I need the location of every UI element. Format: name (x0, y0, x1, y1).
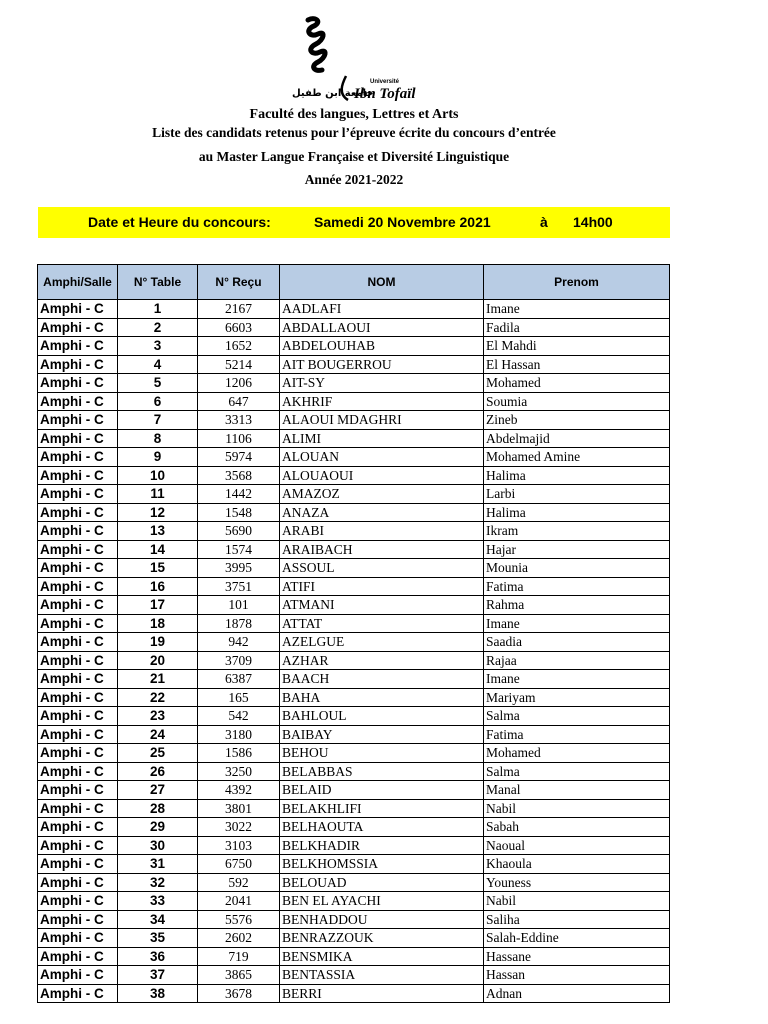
cell-table-number: 4 (118, 355, 198, 374)
cell-receipt-number: 542 (198, 707, 280, 726)
cell-table-number: 18 (118, 614, 198, 633)
cell-salle: Amphi - C (38, 966, 118, 985)
cell-table-number: 30 (118, 836, 198, 855)
cell-table-number: 37 (118, 966, 198, 985)
table-row (38, 374, 670, 393)
table-row (38, 984, 670, 1003)
year-title: Année 2021-2022 (304, 172, 404, 187)
cell-table-number: 14 (118, 540, 198, 559)
cell-receipt-number: 3678 (198, 984, 280, 1003)
cell-first-name: Abdelmajid (484, 429, 670, 448)
cell-first-name: Ikram (484, 522, 670, 541)
cell-last-name: ASSOUL (280, 559, 484, 578)
cell-last-name: BAACH (280, 670, 484, 689)
cell-table-number: 17 (118, 596, 198, 615)
col-header-prenom: Prenom (484, 265, 670, 300)
cell-first-name: Manal (484, 781, 670, 800)
cell-salle: Amphi - C (38, 910, 118, 929)
cell-table-number: 20 (118, 651, 198, 670)
cell-salle: Amphi - C (38, 596, 118, 615)
cell-first-name: Salah-Eddine (484, 929, 670, 948)
table-row (38, 300, 670, 319)
cell-last-name: ALOUAN (280, 448, 484, 467)
cell-last-name: BAHA (280, 688, 484, 707)
table-row (38, 762, 670, 781)
cell-table-number: 28 (118, 799, 198, 818)
cell-table-number: 29 (118, 818, 198, 837)
cell-table-number: 34 (118, 910, 198, 929)
cell-last-name: ALAOUI MDAGHRI (280, 411, 484, 430)
col-header-table: N° Table (118, 265, 198, 300)
cell-first-name: Mariyam (484, 688, 670, 707)
cell-salle: Amphi - C (38, 614, 118, 633)
cell-salle: Amphi - C (38, 411, 118, 430)
cell-salle: Amphi - C (38, 540, 118, 559)
cell-first-name: El Mahdi (484, 337, 670, 356)
cell-last-name: ALOUAOUI (280, 466, 484, 485)
cell-receipt-number: 3801 (198, 799, 280, 818)
cell-first-name: Mohamed Amine (484, 448, 670, 467)
table-row (38, 929, 670, 948)
cell-salle: Amphi - C (38, 466, 118, 485)
cell-first-name: Fatima (484, 577, 670, 596)
cell-table-number: 38 (118, 984, 198, 1003)
cell-table-number: 36 (118, 947, 198, 966)
cell-table-number: 16 (118, 577, 198, 596)
cell-last-name: BENHADDOU (280, 910, 484, 929)
cell-receipt-number: 5576 (198, 910, 280, 929)
cell-salle: Amphi - C (38, 392, 118, 411)
cell-first-name: Mohamed (484, 744, 670, 763)
cell-table-number: 5 (118, 374, 198, 393)
cell-last-name: AIT BOUGERROU (280, 355, 484, 374)
cell-last-name: AMAZOZ (280, 485, 484, 504)
cell-salle: Amphi - C (38, 522, 118, 541)
cell-receipt-number: 1586 (198, 744, 280, 763)
list-title: Liste des candidats retenus pour l’épreuve écrite du concours d’entrée (152, 125, 556, 140)
cell-receipt-number: 1548 (198, 503, 280, 522)
cell-last-name: BELKHADIR (280, 836, 484, 855)
col-header-recu: N° Reçu (198, 265, 280, 300)
cell-receipt-number: 6750 (198, 855, 280, 874)
cell-salle: Amphi - C (38, 318, 118, 337)
table-row (38, 910, 670, 929)
cell-last-name: ATTAT (280, 614, 484, 633)
cell-receipt-number: 1878 (198, 614, 280, 633)
cell-salle: Amphi - C (38, 873, 118, 892)
table-row (38, 744, 670, 763)
table-row (38, 614, 670, 633)
cell-last-name: BELAKHLIFI (280, 799, 484, 818)
cell-last-name: ARABI (280, 522, 484, 541)
cell-table-number: 31 (118, 855, 198, 874)
cell-table-number: 22 (118, 688, 198, 707)
cell-receipt-number: 4392 (198, 781, 280, 800)
cell-salle: Amphi - C (38, 892, 118, 911)
cell-receipt-number: 1206 (198, 374, 280, 393)
cell-table-number: 35 (118, 929, 198, 948)
cell-receipt-number: 3751 (198, 577, 280, 596)
table-row (38, 392, 670, 411)
cell-salle: Amphi - C (38, 429, 118, 448)
cell-first-name: Nabil (484, 799, 670, 818)
logo-university-label: Université (370, 79, 400, 85)
banner-separator: à (540, 214, 548, 230)
cell-last-name: BELOUAD (280, 873, 484, 892)
cell-table-number: 1 (118, 300, 198, 319)
cell-first-name: Soumia (484, 392, 670, 411)
cell-salle: Amphi - C (38, 503, 118, 522)
table-row (38, 947, 670, 966)
cell-receipt-number: 647 (198, 392, 280, 411)
cell-salle: Amphi - C (38, 762, 118, 781)
cell-last-name: BELHAOUTA (280, 818, 484, 837)
cell-table-number: 25 (118, 744, 198, 763)
table-row (38, 355, 670, 374)
cell-first-name: Saliha (484, 910, 670, 929)
cell-salle: Amphi - C (38, 485, 118, 504)
cell-last-name: ATMANI (280, 596, 484, 615)
cell-table-number: 9 (118, 448, 198, 467)
cell-last-name: ATIFI (280, 577, 484, 596)
cell-receipt-number: 1106 (198, 429, 280, 448)
cell-last-name: BELAID (280, 781, 484, 800)
table-row (38, 540, 670, 559)
cell-salle: Amphi - C (38, 670, 118, 689)
cell-table-number: 12 (118, 503, 198, 522)
cell-receipt-number: 3180 (198, 725, 280, 744)
cell-table-number: 32 (118, 873, 198, 892)
cell-receipt-number: 101 (198, 596, 280, 615)
cell-first-name: Imane (484, 300, 670, 319)
cell-last-name: ARAIBACH (280, 540, 484, 559)
cell-first-name: Naoual (484, 836, 670, 855)
cell-receipt-number: 3250 (198, 762, 280, 781)
table-row (38, 836, 670, 855)
cell-last-name: ABDELOUHAB (280, 337, 484, 356)
table-row (38, 707, 670, 726)
cell-salle: Amphi - C (38, 818, 118, 837)
table-row (38, 892, 670, 911)
cell-receipt-number: 6603 (198, 318, 280, 337)
cell-salle: Amphi - C (38, 355, 118, 374)
cell-receipt-number: 3103 (198, 836, 280, 855)
cell-table-number: 24 (118, 725, 198, 744)
cell-receipt-number: 6387 (198, 670, 280, 689)
cell-table-number: 8 (118, 429, 198, 448)
cell-salle: Amphi - C (38, 781, 118, 800)
university-logo (288, 14, 428, 110)
banner-time: 14h00 (573, 214, 613, 230)
cell-first-name: Rahma (484, 596, 670, 615)
table-body (38, 300, 670, 1003)
cell-receipt-number: 719 (198, 947, 280, 966)
cell-first-name: Halima (484, 503, 670, 522)
cell-last-name: AADLAFI (280, 300, 484, 319)
cell-receipt-number: 165 (198, 688, 280, 707)
cell-salle: Amphi - C (38, 744, 118, 763)
cell-receipt-number: 3022 (198, 818, 280, 837)
table-row (38, 633, 670, 652)
logo-university-name: Ibn Tofaïl (354, 86, 416, 102)
cell-salle: Amphi - C (38, 300, 118, 319)
cell-salle: Amphi - C (38, 799, 118, 818)
table-row (38, 577, 670, 596)
cell-table-number: 23 (118, 707, 198, 726)
cell-last-name: ANAZA (280, 503, 484, 522)
cell-receipt-number: 3568 (198, 466, 280, 485)
table-row (38, 855, 670, 874)
cell-first-name: Salma (484, 707, 670, 726)
cell-receipt-number: 3865 (198, 966, 280, 985)
table-row (38, 503, 670, 522)
cell-table-number: 3 (118, 337, 198, 356)
cell-last-name: BEN EL AYACHI (280, 892, 484, 911)
cell-receipt-number: 3313 (198, 411, 280, 430)
cell-salle: Amphi - C (38, 725, 118, 744)
cell-last-name: BEHOU (280, 744, 484, 763)
cell-receipt-number: 2602 (198, 929, 280, 948)
cell-last-name: ALIMI (280, 429, 484, 448)
cell-last-name: BELABBAS (280, 762, 484, 781)
cell-last-name: AIT-SY (280, 374, 484, 393)
cell-salle: Amphi - C (38, 984, 118, 1003)
cell-first-name: Fadila (484, 318, 670, 337)
cell-last-name: BAHLOUL (280, 707, 484, 726)
cell-last-name: BERRI (280, 984, 484, 1003)
cell-receipt-number: 1574 (198, 540, 280, 559)
cell-salle: Amphi - C (38, 651, 118, 670)
faculty-title: Faculté des langues, Lettres et Arts (249, 107, 459, 122)
logo-arabic-name: جامعة ابن طفيل (292, 88, 374, 99)
cell-receipt-number: 942 (198, 633, 280, 652)
cell-receipt-number: 2041 (198, 892, 280, 911)
cell-last-name: BENRAZZOUK (280, 929, 484, 948)
cell-first-name: Hassan (484, 966, 670, 985)
cell-receipt-number: 3709 (198, 651, 280, 670)
table-row (38, 966, 670, 985)
cell-salle: Amphi - C (38, 855, 118, 874)
cell-table-number: 21 (118, 670, 198, 689)
cell-table-number: 11 (118, 485, 198, 504)
cell-salle: Amphi - C (38, 633, 118, 652)
banner-date: Samedi 20 Novembre 2021 (314, 214, 491, 230)
cell-table-number: 15 (118, 559, 198, 578)
table-row (38, 522, 670, 541)
cell-first-name: Sabah (484, 818, 670, 837)
table-row (38, 448, 670, 467)
table-row (38, 429, 670, 448)
cell-first-name: Imane (484, 614, 670, 633)
cell-first-name: Hajar (484, 540, 670, 559)
exam-date-banner (38, 207, 670, 238)
col-header-salle: Amphi/Salle (38, 265, 118, 300)
cell-salle: Amphi - C (38, 836, 118, 855)
cell-receipt-number: 3995 (198, 559, 280, 578)
table-row (38, 466, 670, 485)
cell-receipt-number: 5974 (198, 448, 280, 467)
cell-first-name: Mounia (484, 559, 670, 578)
candidates-table (37, 264, 670, 1003)
cell-table-number: 2 (118, 318, 198, 337)
cell-first-name: El Hassan (484, 355, 670, 374)
cell-salle: Amphi - C (38, 947, 118, 966)
cell-first-name: Salma (484, 762, 670, 781)
table-header-row (38, 265, 670, 300)
table-row (38, 485, 670, 504)
table-row (38, 781, 670, 800)
cell-salle: Amphi - C (38, 448, 118, 467)
cell-table-number: 10 (118, 466, 198, 485)
cell-first-name: Saadia (484, 633, 670, 652)
cell-receipt-number: 1442 (198, 485, 280, 504)
banner-label: Date et Heure du concours: (88, 214, 271, 230)
cell-first-name: Imane (484, 670, 670, 689)
table-row (38, 725, 670, 744)
cell-table-number: 27 (118, 781, 198, 800)
cell-table-number: 26 (118, 762, 198, 781)
cell-receipt-number: 592 (198, 873, 280, 892)
table-row (38, 596, 670, 615)
master-title: au Master Langue Française et Diversité Linguistique (198, 149, 510, 164)
cell-receipt-number: 2167 (198, 300, 280, 319)
cell-table-number: 6 (118, 392, 198, 411)
cell-last-name: AZHAR (280, 651, 484, 670)
table-row (38, 318, 670, 337)
cell-first-name: Khaoula (484, 855, 670, 874)
cell-salle: Amphi - C (38, 707, 118, 726)
cell-salle: Amphi - C (38, 688, 118, 707)
cell-salle: Amphi - C (38, 559, 118, 578)
cell-last-name: BENSMIKA (280, 947, 484, 966)
cell-first-name: Youness (484, 873, 670, 892)
table-row (38, 559, 670, 578)
cell-receipt-number: 5214 (198, 355, 280, 374)
table-row (38, 411, 670, 430)
cell-first-name: Zineb (484, 411, 670, 430)
cell-salle: Amphi - C (38, 577, 118, 596)
cell-last-name: ABDALLAOUI (280, 318, 484, 337)
table-row (38, 670, 670, 689)
table-row (38, 873, 670, 892)
cell-receipt-number: 1652 (198, 337, 280, 356)
cell-salle: Amphi - C (38, 337, 118, 356)
cell-first-name: Adnan (484, 984, 670, 1003)
table-row (38, 799, 670, 818)
cell-table-number: 13 (118, 522, 198, 541)
cell-first-name: Hassane (484, 947, 670, 966)
table-row (38, 818, 670, 837)
cell-last-name: BENTASSIA (280, 966, 484, 985)
cell-first-name: Fatima (484, 725, 670, 744)
cell-salle: Amphi - C (38, 374, 118, 393)
table-row (38, 688, 670, 707)
cell-first-name: Mohamed (484, 374, 670, 393)
cell-receipt-number: 5690 (198, 522, 280, 541)
cell-first-name: Larbi (484, 485, 670, 504)
cell-salle: Amphi - C (38, 929, 118, 948)
cell-first-name: Rajaa (484, 651, 670, 670)
table-row (38, 651, 670, 670)
cell-last-name: AKHRIF (280, 392, 484, 411)
cell-table-number: 33 (118, 892, 198, 911)
cell-table-number: 7 (118, 411, 198, 430)
cell-last-name: AZELGUE (280, 633, 484, 652)
cell-first-name: Halima (484, 466, 670, 485)
cell-first-name: Nabil (484, 892, 670, 911)
cell-last-name: BAIBAY (280, 725, 484, 744)
cell-last-name: BELKHOMSSIA (280, 855, 484, 874)
cell-table-number: 19 (118, 633, 198, 652)
table-row (38, 337, 670, 356)
col-header-nom: NOM (280, 265, 484, 300)
